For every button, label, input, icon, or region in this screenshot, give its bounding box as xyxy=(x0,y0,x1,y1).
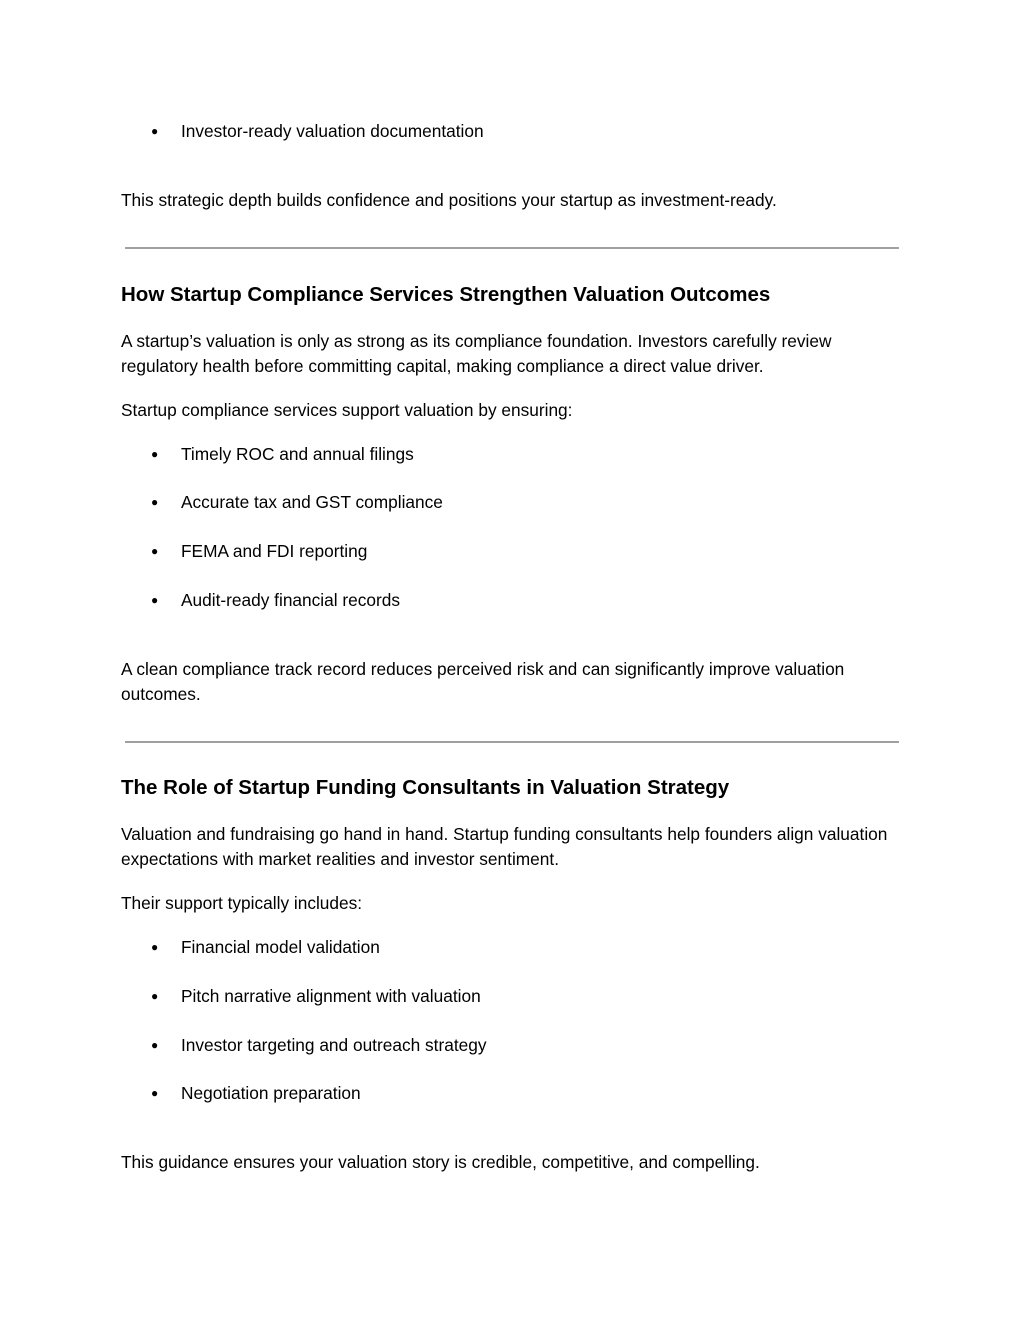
list-item-text: Timely ROC and annual filings xyxy=(181,444,414,464)
section-closing: This guidance ensures your valuation story is credible, competitive, and compelling. xyxy=(121,1152,760,1172)
bullet-icon: ● xyxy=(151,495,159,509)
list-item-text: Accurate tax and GST compliance xyxy=(181,492,443,512)
list-item-text: Audit-ready financial records xyxy=(181,590,401,610)
list-item-text: Pitch narrative alignment with valuation xyxy=(181,986,481,1006)
bullet-icon: ● xyxy=(151,124,159,138)
bullet-icon: ● xyxy=(151,544,159,558)
list-item xyxy=(121,588,400,612)
bullet-icon: ● xyxy=(151,989,159,1003)
bullet-icon: ● xyxy=(151,593,159,607)
section-lead-in: Their support typically includes: xyxy=(121,893,363,913)
list-item xyxy=(121,539,367,563)
intro-paragraph: This strategic depth builds confidence and positions your startup as investment-ready. xyxy=(121,190,777,210)
list-item xyxy=(121,490,443,514)
list-item-text: Investor targeting and outreach strategy xyxy=(181,1035,487,1055)
section-divider xyxy=(125,741,899,743)
bullet-icon: ● xyxy=(151,1086,159,1100)
bullet-icon: ● xyxy=(151,940,159,954)
list-item-text: FEMA and FDI reporting xyxy=(181,541,368,561)
section-divider xyxy=(125,247,899,249)
list-item xyxy=(121,442,414,466)
list-item xyxy=(121,984,481,1008)
section-heading-funding: The Role of Startup Funding Consultants in Valuation Strategy xyxy=(121,776,730,799)
list-item xyxy=(121,1033,487,1057)
section-paragraph: Valuation and fundraising go hand in hand. Startup funding consultants help founders align valuation expectations with market realities and investor sentiment. xyxy=(121,824,888,869)
section-paragraph: A startup’s valuation is only as strong as its compliance foundation. Investors carefully review regulatory health before committing capital, making compliance a direct value driver. xyxy=(121,331,832,376)
list-item xyxy=(121,1081,361,1105)
section-closing: A clean compliance track record reduces perceived risk and can significantly improve valuation outcomes. xyxy=(121,659,845,704)
list-item xyxy=(121,935,380,959)
list-item-text: Investor-ready valuation documentation xyxy=(181,121,484,141)
bullet-icon: ● xyxy=(151,447,159,461)
list-item-text: Negotiation preparation xyxy=(181,1083,361,1103)
list-item-text: Financial model validation xyxy=(181,937,380,957)
section-heading-compliance: How Startup Compliance Services Strengthen Valuation Outcomes xyxy=(121,283,771,306)
list-item xyxy=(121,119,484,143)
section-lead-in: Startup compliance services support valuation by ensuring: xyxy=(121,400,573,420)
bullet-icon: ● xyxy=(151,1038,159,1052)
